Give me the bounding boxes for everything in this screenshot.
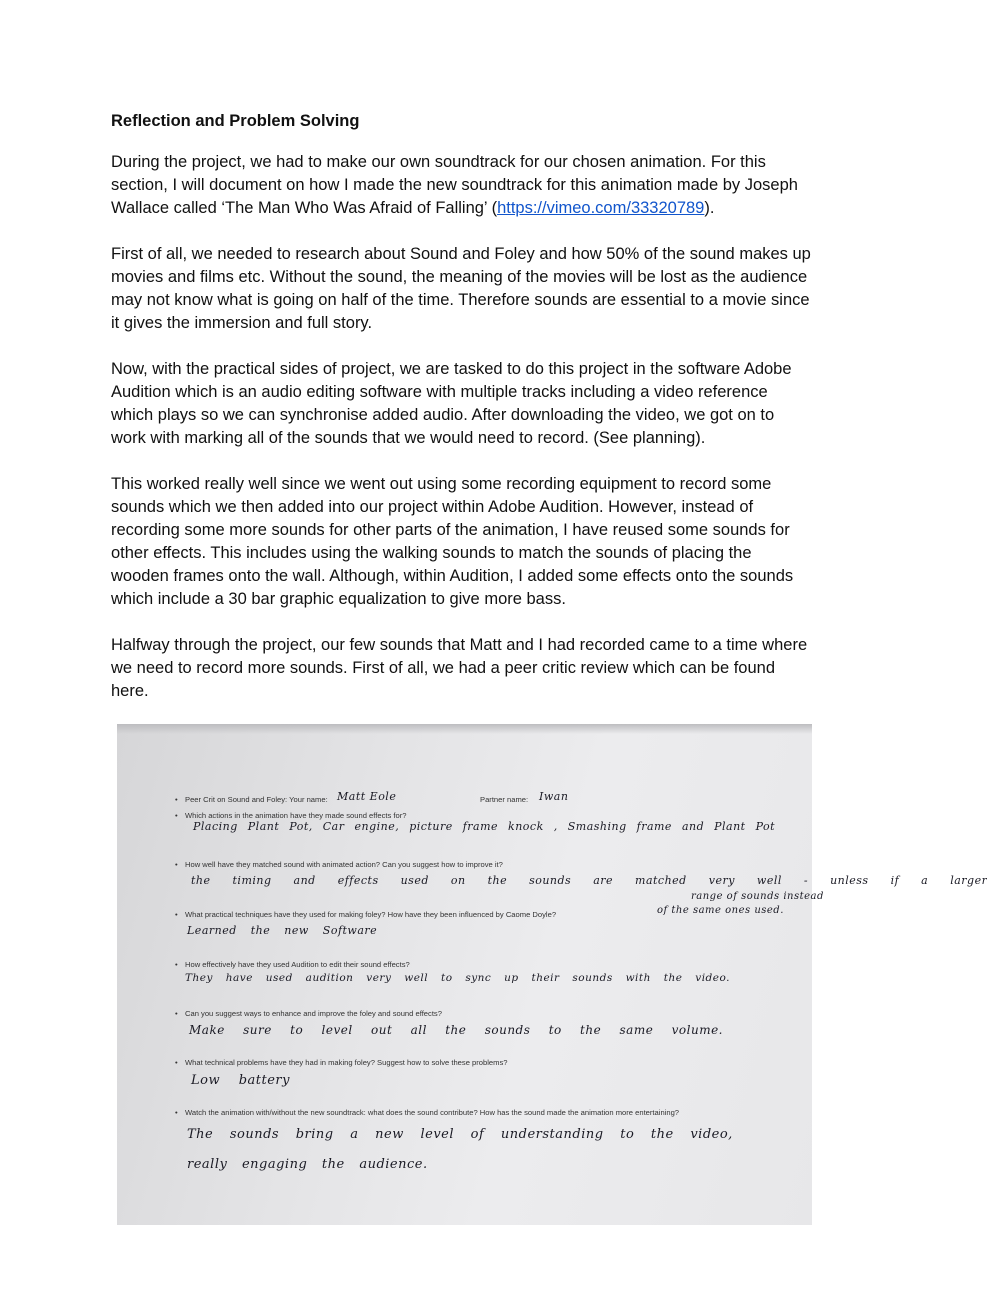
- document-body: [111, 110, 811, 726]
- form-question-5: • Can you suggest ways to enhance and improve the foley and sound effects?: [175, 1009, 442, 1018]
- form-answer-2: the timing and effects used on the sounds are matched very well - unless if a larger: [191, 874, 987, 887]
- paragraph-intro-end: ).: [704, 199, 715, 217]
- paragraph-research: First of all, we needed to research about Sound and Foley and how 50% of the sound makes up movies and films etc. Without the sound, the meaning of the movies will be lost as the audience may not know what is going on half of the time. Therefore sounds are essential to a movie since it gives the immersion and full story.: [111, 245, 811, 332]
- peer-critique-form: [117, 724, 987, 1225]
- form-answer-7: The sounds bring a new level of understanding to the video,: [187, 1127, 733, 1142]
- form-question-4: • How effectively have they used Audition to edit their sound effects?: [175, 960, 410, 969]
- form-question-3: • What practical techniques have they used for making foley? How have they been influenced by Caome Doyle?: [175, 910, 557, 919]
- form-answer-7-line-2: really engaging the audience.: [187, 1157, 428, 1172]
- form-question-name: • Peer Crit on Sound and Foley: Your name:: [175, 795, 328, 804]
- paragraph-halfway: Halfway through the project, our few sounds that Matt and I had recorded came to a time where we need to record more sounds. First of all, we had a peer critic review which can be found here.: [111, 636, 808, 700]
- form-answer-3: Learned the new Software: [187, 924, 378, 937]
- vimeo-link[interactable]: https://vimeo.com/33320789: [497, 199, 705, 217]
- form-question-2: • How well have they matched sound with animated action? Can you suggest how to improve it?: [175, 860, 503, 869]
- form-answer-2-line-2: range of sounds instead: [691, 891, 824, 902]
- form-question-6: • What technical problems have they had in making foley? Suggest how to solve these problems?: [175, 1058, 508, 1067]
- paragraph-recording: This worked really well since we went out using some recording equipment to record some sounds which we then added into our project within Adobe Audition. However, instead of recording some more sounds for other parts of the animation, I have reused some sounds for other effects. This includes using the walking sounds to match the sounds of placing the wooden frames onto the wall. Although, within Audition, I added some effects onto the sounds which include a 30 bar graphic equalization to give more bass.: [111, 475, 794, 608]
- paragraph-intro: [111, 151, 811, 220]
- form-answer-1: Placing Plant Pot, Car engine, picture frame knock , Smashing frame and Plant Pot: [193, 820, 776, 833]
- form-question-partner: Partner name:: [480, 795, 529, 804]
- document-heading: Reflection and Problem Solving: [111, 112, 360, 130]
- form-question-1: • Which actions in the animation have they made sound effects for?: [175, 811, 407, 820]
- form-answer-4: They have used audition very well to sync up their sounds with the video.: [185, 972, 730, 984]
- form-answer-name: Matt Eole: [337, 790, 397, 803]
- paragraph-intro-text: During the project, we had to make our own soundtrack for our chosen animation. For this section, I will document on how I made the new soundtrack for this animation made by Joseph Wallace called ‘The Man Who Was Afraid of Falling’ (: [111, 153, 798, 217]
- form-answer-5: Make sure to level out all the sounds to the same volume.: [189, 1023, 723, 1037]
- form-answer-2-line-3: of the same ones used.: [657, 905, 784, 916]
- paragraph-practical: Now, with the practical sides of project, we are tasked to do this project in the software Adobe Audition which is an audio editing software with multiple tracks including a video reference which plays so we can synchronise added audio. After downloading the video, we got on to work with marking all of the sounds that we would need to record. (See planning).: [111, 360, 792, 447]
- form-question-7: • Watch the animation with/without the new soundtrack: what does the sound contribute? How has the sound made the animation more entertaining?: [175, 1108, 680, 1117]
- peer-critique-photo: [117, 724, 987, 1225]
- form-answer-partner: Iwan: [539, 790, 569, 803]
- form-answer-6: Low battery: [191, 1073, 290, 1088]
